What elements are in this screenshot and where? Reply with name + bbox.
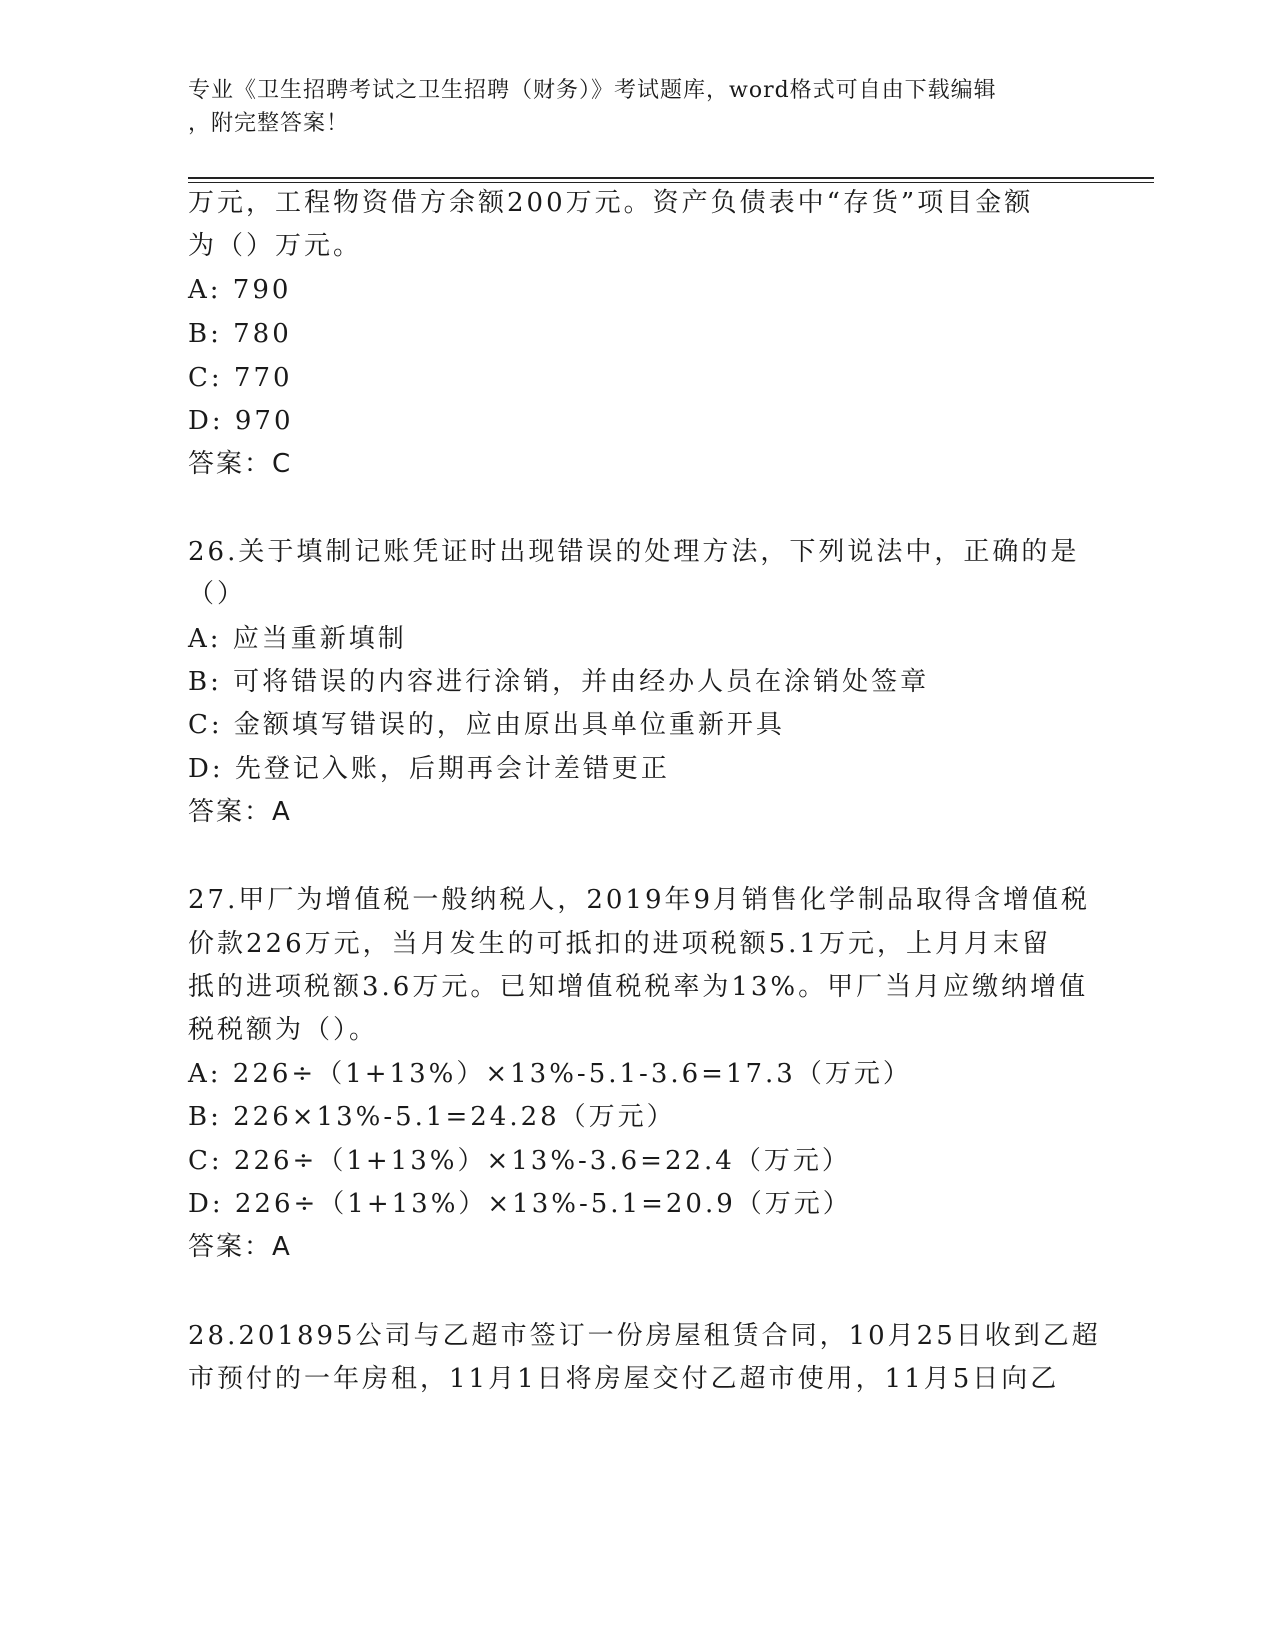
q25-stem-line-1: 万元，工程物资借方余额200万元。资产负债表中“存货”项目金额	[188, 188, 1034, 218]
document-header	[188, 74, 1088, 140]
header-divider-bottom	[188, 182, 1154, 183]
q25-stem-line-2: 为（）万元。	[188, 231, 363, 261]
q27-option-c: C: 226÷（1+13%）×13%-3.6=22.4（万元）	[188, 1146, 851, 1176]
q26-option-a: A: 应当重新填制	[188, 624, 407, 654]
q26-option-c: C: 金额填写错误的，应由原出具单位重新开具	[188, 710, 785, 740]
q28-stem-line-1: 28.201895公司与乙超市签订一份房屋租赁合同，10月25日收到乙超	[188, 1321, 1101, 1351]
q27-option-b: B: 226×13%-5.1=24.28（万元）	[188, 1102, 676, 1132]
q27-stem-line-2: 价款226万元，当月发生的可抵扣的进项税额5.1万元，上月月末留	[188, 929, 1051, 959]
q26-stem-line-1: 26.关于填制记账凭证时出现错误的处理方法，下列说法中，正确的是	[188, 537, 1080, 567]
q27-stem-line-3: 抵的进项税额3.6万元。已知增值税税率为13%。甲厂当月应缴纳增值	[188, 972, 1089, 1002]
q27-option-a: A: 226÷（1+13%）×13%-5.1-3.6=17.3（万元）	[188, 1059, 912, 1089]
q26-option-d: D: 先登记入账，后期再会计差错更正	[188, 754, 670, 784]
q26-option-b: B: 可将错误的内容进行涂销，并由经办人员在涂销处签章	[188, 667, 930, 697]
q25-answer: 答案：C	[188, 449, 293, 479]
header-divider-top	[188, 177, 1154, 179]
q26-answer: 答案：A	[188, 797, 292, 827]
q25-option-d: D: 970	[188, 406, 294, 436]
q27-option-d: D: 226÷（1+13%）×13%-5.1=20.9（万元）	[188, 1189, 852, 1219]
q25-option-c: C: 770	[188, 363, 293, 393]
header-title-line-1: 专业《卫生招聘考试之卫生招聘（财务）》考试题库，word格式可自由下载编辑	[188, 78, 997, 103]
q27-stem-line-4: 税税额为（）。	[188, 1015, 379, 1045]
q28-stem-line-2: 市预付的一年房租，11月1日将房屋交付乙超市使用，11月5日向乙	[188, 1364, 1060, 1394]
q27-stem-line-1: 27.甲厂为增值税一般纳税人，2019年9月销售化学制品取得含增值税	[188, 885, 1091, 915]
header-title-line-2: ，附完整答案！	[188, 111, 350, 136]
q25-option-a: A: 790	[188, 275, 292, 305]
q27-answer: 答案：A	[188, 1232, 292, 1262]
q25-option-b: B: 780	[188, 319, 292, 349]
q26-stem-line-2: （）	[188, 579, 247, 609]
